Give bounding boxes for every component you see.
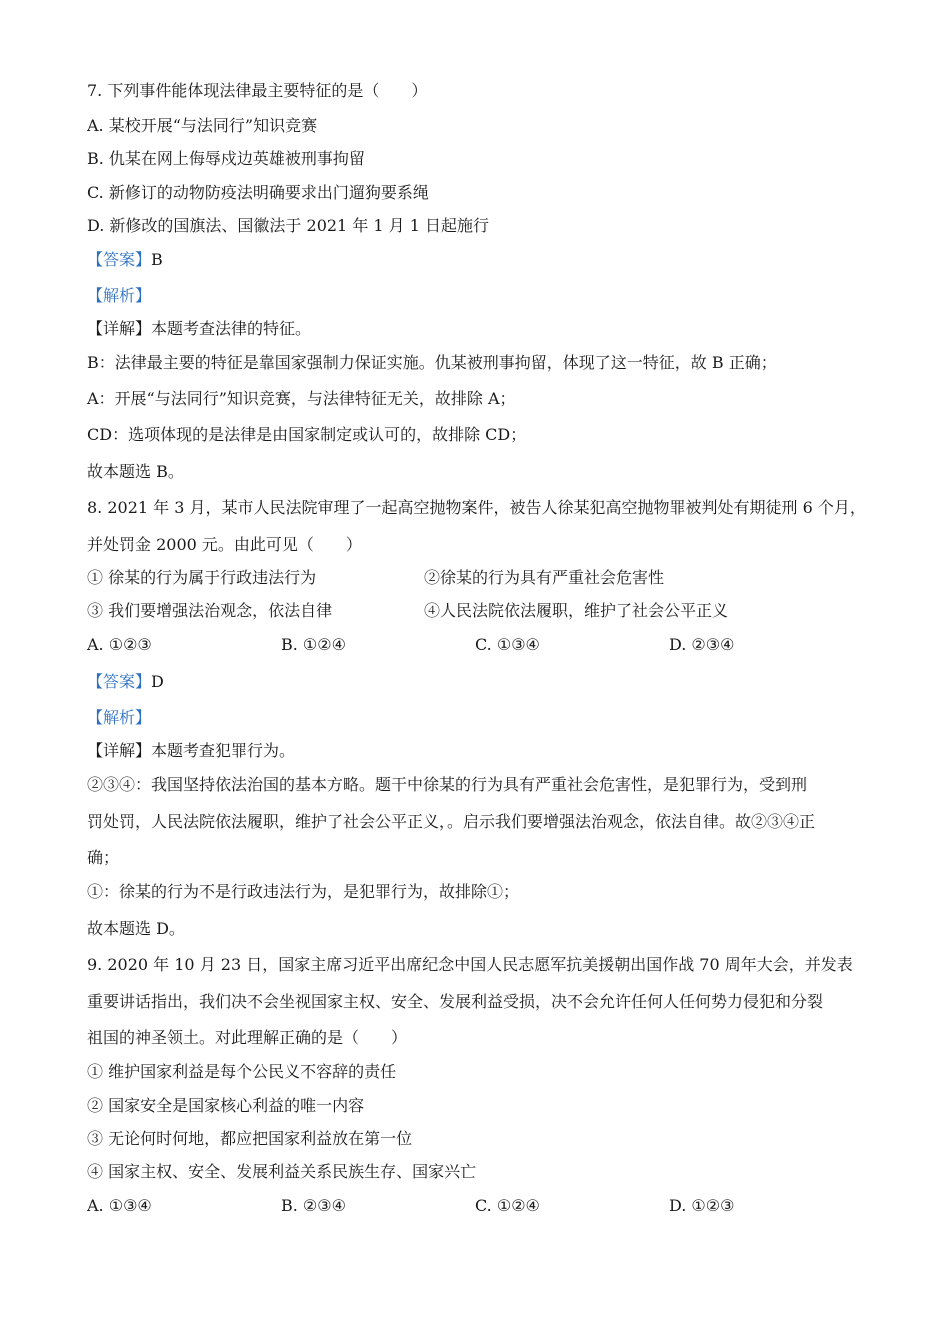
detail-tag: 【详解】	[87, 319, 152, 338]
q7-detail-text: 本题考查法律的特征。	[151, 319, 312, 338]
q9-option-b: B. ②③④	[281, 1196, 346, 1215]
q7-option-a: A. 某校开展“与法同行”知识竞赛	[87, 116, 318, 135]
q8-option-d: D. ②③④	[669, 635, 735, 654]
q8-option-a: A. ①②③	[87, 635, 152, 654]
q8-items-row-2	[87, 600, 867, 622]
q9-stem-2: 重要讲话指出，我们决不会坐视国家主权、安全、发展利益受损，决不会允许任何人任何势力侵犯和分裂	[87, 992, 824, 1011]
q8-detail-line	[87, 740, 295, 762]
q9-item-1: ① 维护国家利益是每个公民义不容辞的责任	[87, 1062, 397, 1081]
q9-item-3: ③ 无论何时何地，都应把国家利益放在第一位	[87, 1129, 413, 1148]
q7-stem: 7. 下列事件能体现法律最主要特征的是（ ）	[87, 81, 428, 100]
q8-option-b: B. ①②④	[281, 635, 346, 654]
q7-explain-4: 故本题选 B。	[87, 462, 184, 481]
q7-analysis-tag: 【解析】	[87, 286, 152, 305]
q9-item-2: ② 国家安全是国家核心利益的唯一内容	[87, 1096, 365, 1115]
q7-answer: B	[151, 250, 163, 269]
q8-explain-2: 罚处罚，人民法院依法履职，维护了社会公平正义，。启示我们要增强法治观念，依法自律。故②③④正	[87, 812, 816, 831]
q8-item-1: ① 徐某的行为属于行政违法行为	[87, 568, 317, 587]
q9-option-c: C. ①②④	[475, 1196, 540, 1215]
q8-stem-1: 8. 2021 年 3 月，某市人民法院审理了一起高空抛物案件，被告人徐某犯高空抛物罪被判处有期徒刑 6 个月，	[87, 498, 866, 517]
q8-option-c: C. ①③④	[475, 635, 540, 654]
q9-option-a: A. ①③④	[87, 1196, 152, 1215]
q9-options	[87, 1195, 867, 1217]
q8-items-row-1	[87, 567, 867, 589]
q8-item-3: ③ 我们要增强法治观念，依法自律	[87, 601, 333, 620]
q9-item-4: ④ 国家主权、安全、发展利益关系民族生存、国家兴亡	[87, 1162, 477, 1181]
q7-explain-2: A：开展“与法同行”知识竞赛，与法律特征无关，故排除 A；	[87, 389, 516, 408]
q9-option-d: D. ①②③	[669, 1196, 735, 1215]
answer-tag: 【答案】	[87, 672, 152, 691]
q8-options	[87, 634, 867, 656]
q8-item-4: ④人民法院依法履职，维护了社会公平正义	[424, 601, 729, 620]
q8-item-2: ②徐某的行为具有严重社会危害性	[424, 568, 665, 587]
q8-analysis-tag: 【解析】	[87, 708, 152, 727]
q8-answer: D	[151, 672, 164, 691]
q8-explain-1: ②③④：我国坚持依法治国的基本方略。题干中徐某的行为具有严重社会危害性，是犯罪行为，受到刑	[87, 775, 808, 794]
q9-stem-1: 9. 2020 年 10 月 23 日，国家主席习近平出席纪念中国人民志愿军抗美援朝出国作战 70 周年大会，并发表	[87, 955, 853, 974]
q7-explain-1: B：法律最主要的特征是靠国家强制力保证实施。仇某被刑事拘留，体现了这一特征，故 B 正确；	[87, 353, 777, 372]
q7-detail-line	[87, 318, 311, 340]
q8-explain-3: 确；	[87, 848, 120, 867]
q7-answer-line	[87, 249, 163, 271]
q7-option-d: D. 新修改的国旗法、国徽法于 2021 年 1 月 1 日起施行	[87, 216, 490, 235]
detail-tag: 【详解】	[87, 741, 152, 760]
q7-explain-3: CD：选项体现的是法律是由国家制定或认可的，故排除 CD；	[87, 425, 527, 444]
q8-stem-2: 并处罚金 2000 元。由此可见（ ）	[87, 535, 362, 554]
q7-option-c: C. 新修订的动物防疫法明确要求出门遛狗要系绳	[87, 183, 429, 202]
answer-tag: 【答案】	[87, 250, 152, 269]
q8-explain-4: ①：徐某的行为不是行政违法行为，是犯罪行为，故排除①；	[87, 882, 520, 901]
q7-option-b: B. 仇某在网上侮辱戍边英雄被刑事拘留	[87, 149, 365, 168]
q8-answer-line	[87, 671, 164, 693]
q9-stem-3: 祖国的神圣领土。对此理解正确的是（ ）	[87, 1028, 408, 1047]
q8-explain-5: 故本题选 D。	[87, 919, 185, 938]
q8-detail-text: 本题考查犯罪行为。	[151, 741, 296, 760]
